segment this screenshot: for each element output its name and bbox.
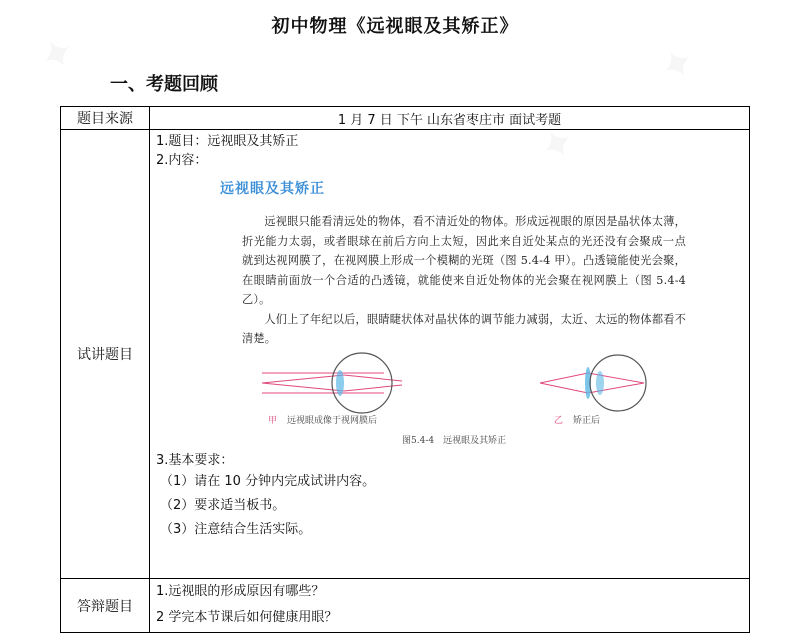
textbook-paragraph-2: 人们上了年纪以后，眼睛睫状体对晶状体的调节能力减弱，太近、太远的物体都看不清楚。 [242, 312, 686, 345]
content-label: 2.内容： [156, 153, 208, 168]
trial-content-cell [150, 130, 750, 579]
table-row-source [61, 107, 750, 130]
table-row-defense [61, 579, 750, 633]
hyperopic-eye-diagram [262, 353, 402, 413]
crystalline-lens [596, 371, 604, 395]
figure-5-4-4 [156, 351, 749, 447]
corrected-eye-diagram [540, 355, 646, 411]
document-title: 初中物理《远视眼及其矫正》 [271, 16, 519, 37]
watermark [650, 34, 705, 94]
textbook-excerpt [242, 212, 686, 349]
source-value: 1 月 7 日 下午 山东省枣庄市 面试考题 [150, 107, 750, 130]
requirements-block [156, 451, 749, 542]
figure-caption-b: 乙 矫正后 [554, 415, 601, 426]
requirements-label: 3.基本要求： [156, 452, 234, 468]
trial-content [150, 132, 749, 578]
requirement-item: （2）要求适当板书。 [160, 497, 286, 513]
defense-question: 1.远视眼的形成原因有哪些？ [156, 584, 325, 599]
requirement-item: （1）请在 10 分钟内完成试讲内容。 [160, 473, 376, 489]
ray-line [540, 383, 588, 393]
section-heading: 一、考题回顾 [110, 74, 218, 95]
requirement-item: （3）注意结合生活实际。 [160, 521, 312, 537]
textbook-paragraph-1: 远视眼只能看清远处的物体，看不清近处的物体。形成远视眼的原因是晶状体太薄，折光能力太弱，或者眼球在前后方向上太短，因此来自近处某点的光还没有会聚成一点就到达视网膜了，在视网膜上形成一个模糊的光斑（图 5.4-4 甲）。凸透镜能使光会聚，在眼睛前面放一个合适的凸透镜，就能使来自近处物体的光会聚在视网膜上（图 5.4-4 乙）。 [242, 215, 686, 306]
source-label: 题目来源 [61, 107, 150, 130]
textbook-title: 远视眼及其矫正 [220, 181, 325, 197]
trial-label: 试讲题目 [61, 130, 150, 579]
table-row-trial [61, 130, 750, 579]
defense-question: 2 学完本节课后如何健康用眼？ [156, 610, 338, 625]
figure-title: 图5.4-4 远视眼及其矫正 [402, 435, 507, 446]
ray-line [344, 385, 402, 391]
ray-line [344, 375, 402, 381]
exam-table [60, 106, 750, 633]
defense-label: 答辩题目 [61, 579, 150, 633]
figure-caption-a: 甲 远视眼成像于视网膜后 [268, 415, 378, 426]
crystalline-lens [336, 370, 344, 396]
ray-line [540, 373, 588, 383]
topic-line: 1.题目：远视眼及其矫正 [156, 134, 299, 149]
defense-cell [150, 579, 750, 633]
